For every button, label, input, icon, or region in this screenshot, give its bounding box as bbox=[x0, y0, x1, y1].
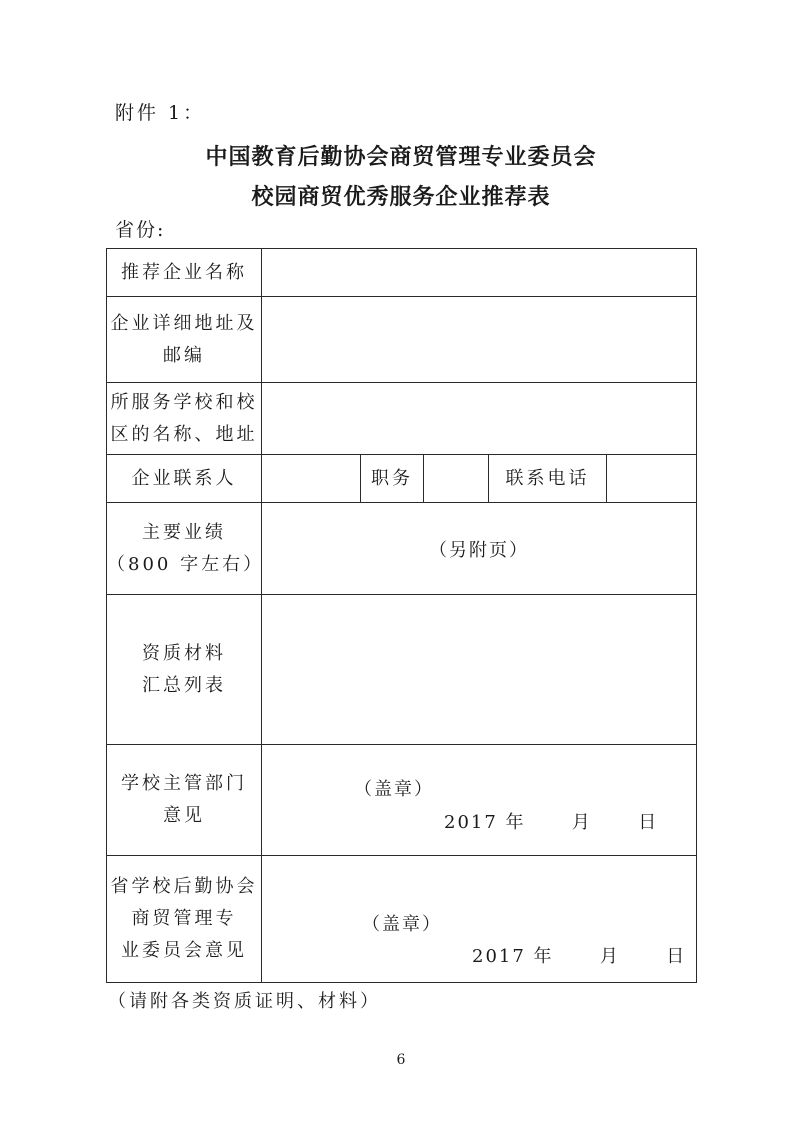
qualification-field[interactable] bbox=[262, 595, 697, 745]
school-dept-seal: （盖章） bbox=[354, 779, 434, 800]
achievements-label-line2: （800 字左右） bbox=[107, 553, 265, 575]
provincial-label-line1: 省学校后勤协会 bbox=[110, 876, 258, 897]
page-number: 6 bbox=[396, 1052, 406, 1068]
row-provincial bbox=[107, 856, 697, 983]
achievements-note[interactable]: （另附页） bbox=[262, 503, 697, 595]
row-achievements bbox=[107, 503, 697, 595]
school-dept-label-line1: 学校主管部门 bbox=[121, 773, 247, 794]
school-dept-label-line2: 意见 bbox=[163, 805, 205, 826]
document-title-line2: 校园商贸优秀服务企业推荐表 bbox=[251, 184, 551, 210]
school-dept-opinion-field[interactable] bbox=[262, 745, 697, 856]
provincial-label bbox=[107, 856, 262, 983]
contact-label: 企业联系人 bbox=[107, 455, 262, 503]
school-field[interactable] bbox=[262, 383, 697, 455]
position-field[interactable] bbox=[424, 455, 489, 503]
qualification-label-line1: 资质材料 bbox=[142, 642, 226, 664]
row-school bbox=[107, 383, 697, 455]
achievements-label bbox=[107, 503, 265, 595]
achievements-label-line1: 主要业绩 bbox=[142, 521, 226, 543]
address-label bbox=[107, 297, 262, 383]
provincial-date: 2017 年 月 日 bbox=[472, 946, 687, 967]
qualification-label-line2: 汇总列表 bbox=[142, 674, 226, 696]
recommendation-form-table bbox=[106, 248, 697, 983]
row-contact bbox=[107, 455, 697, 503]
address-label-line2: 邮编 bbox=[163, 344, 205, 366]
company-name-label: 推荐企业名称 bbox=[107, 249, 262, 297]
row-company-name bbox=[107, 249, 697, 297]
qualification-label bbox=[107, 595, 262, 745]
school-label-line2: 区的名称、地址 bbox=[110, 423, 258, 445]
school-label-line1: 所服务学校和校 bbox=[110, 391, 258, 413]
company-name-field[interactable] bbox=[262, 249, 697, 297]
school-dept-label bbox=[107, 745, 262, 856]
school-dept-date: 2017 年 月 日 bbox=[444, 812, 659, 833]
footer-note: （请附各类资质证明、材料） bbox=[108, 991, 381, 1012]
row-school-dept bbox=[107, 745, 697, 856]
provincial-label-line3: 业委员会意见 bbox=[121, 940, 247, 961]
phone-label: 联系电话 bbox=[489, 455, 607, 503]
address-label-line1: 企业详细地址及 bbox=[110, 312, 258, 334]
contact-field[interactable] bbox=[262, 455, 361, 503]
provincial-opinion-field[interactable] bbox=[262, 856, 697, 983]
provincial-label-line2: 商贸管理专 bbox=[131, 908, 237, 929]
address-field[interactable] bbox=[262, 297, 697, 383]
provincial-seal: （盖章） bbox=[362, 914, 442, 935]
document-title-line1: 中国教育后勤协会商贸管理专业委员会 bbox=[205, 144, 597, 170]
position-label: 职务 bbox=[361, 455, 424, 503]
school-label bbox=[107, 383, 262, 455]
province-label: 省份: bbox=[115, 219, 166, 241]
phone-field[interactable] bbox=[607, 455, 697, 503]
row-address bbox=[107, 297, 697, 383]
attachment-label: 附件 1： bbox=[115, 102, 206, 124]
row-qualification bbox=[107, 595, 697, 745]
